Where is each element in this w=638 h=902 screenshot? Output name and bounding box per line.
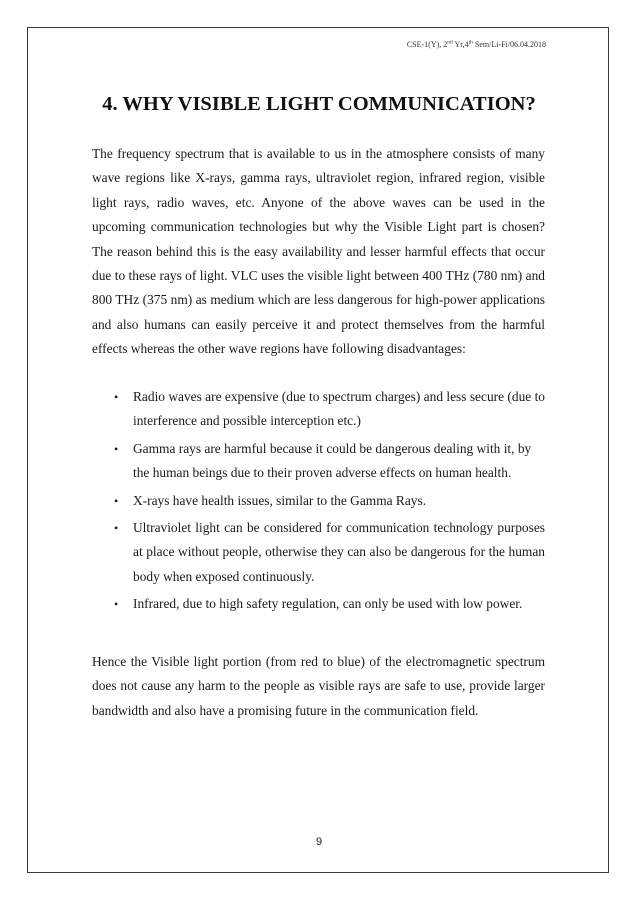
list-item-text: Gamma rays are harmful because it could be dangerous dealing with it, by the human beings due to their proven adverse effects on human health.: [133, 440, 532, 481]
list-item-text: Radio waves are expensive (due to spectrum charges) and less secure (due to interference and possible interception etc.): [133, 389, 545, 429]
bullet-icon: •: [114, 597, 119, 612]
list-item: [92, 437, 545, 486]
list-item-text: X-rays have health issues, similar to the Gamma Rays.: [133, 492, 427, 508]
intro-paragraph: The frequency spectrum that is available to us in the atmosphere consists of many wave regions like X-rays, gamma rays, ultraviolet region, infrared region, visible light rays, radio waves, etc. Anyone of the above waves can be used in the upcoming communication technologies but why the Visible Light part is chosen? The reason behind this is the easy availability and lesser harmful effects that occur due to these rays of light. VLC uses the visible light between 400 THz (780 nm) and 800 THz (375 nm) as medium which are less dangerous for high-power applications and also humans can easily perceive it and protect themselves from the harmful effects whereas the other wave regions have following disadvantages:: [92, 146, 545, 357]
disadvantages-list: [92, 385, 545, 620]
list-item-text: Infrared, due to high safety regulation, can only be used with low power.: [133, 596, 523, 612]
list-item: [92, 516, 545, 589]
section-title: 4. WHY VISIBLE LIGHT COMMUNICATION?: [102, 93, 536, 115]
header-code-sup-nd: nd: [447, 39, 453, 46]
closing-paragraph: Hence the Visible light portion (from red to blue) of the electromagnetic spectrum does not cause any harm to the people as visible rays are safe to use, provide larger bandwidth and also have a promising future in the communication field.: [92, 654, 545, 718]
bullet-icon: •: [114, 493, 119, 508]
header-code-sup-th: th: [468, 39, 473, 46]
list-item: [92, 385, 545, 434]
bullet-icon: •: [114, 521, 119, 536]
list-item: [92, 489, 545, 513]
list-item: [92, 592, 545, 616]
document-header-code: [407, 40, 546, 49]
header-code-suffix: Sem/Li-Fi/06.04.2018: [472, 40, 546, 49]
bullet-icon: •: [114, 390, 119, 404]
header-code-prefix: CSE-1(Y), 2: [406, 40, 448, 49]
page-number: 9: [315, 836, 323, 848]
header-code-mid: Yr,4: [452, 40, 469, 49]
list-item-text: Ultraviolet light can be considered for communication technology purposes at place without people, otherwise they can also be dangerous for the human body when exposed continuously.: [133, 520, 545, 584]
bullet-icon: •: [114, 441, 119, 456]
